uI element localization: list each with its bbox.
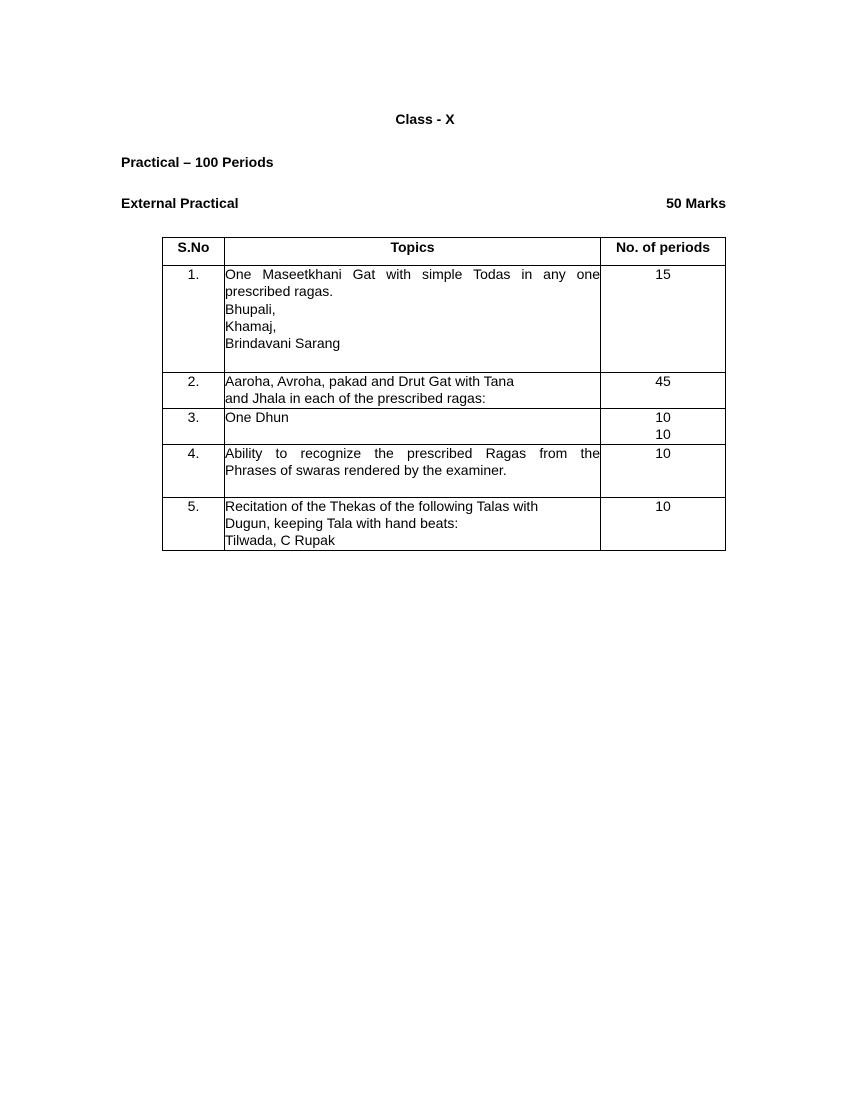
column-header-periods: No. of periods — [601, 238, 726, 266]
page-title: Class - X — [395, 111, 455, 127]
row-sno: 3. — [163, 409, 225, 445]
row-topic — [225, 373, 601, 409]
row-topic — [225, 409, 601, 445]
syllabus-table — [162, 237, 726, 551]
topic-line: One Maseetkhani Gat with simple Todas in any one — [225, 266, 600, 282]
periods-value: 15 — [655, 266, 671, 282]
column-header-sno: S.No — [163, 238, 225, 266]
row-periods — [601, 266, 726, 373]
periods-value: 45 — [655, 373, 671, 389]
row-topic — [225, 497, 601, 550]
table-row — [163, 444, 726, 497]
row-sno: 1. — [163, 266, 225, 373]
topic-line: Dugun, keeping Tala with hand beats: — [225, 514, 459, 531]
column-header-topics: Topics — [225, 238, 601, 266]
marks-heading: 50 Marks — [666, 195, 726, 211]
row-topic — [225, 444, 601, 497]
table-row — [163, 409, 726, 445]
periods-value: 10 — [655, 409, 671, 425]
topic-line: Tilwada, C Rupak — [225, 532, 335, 549]
topic-line: Khamaj, — [225, 317, 277, 334]
row-sno: 5. — [163, 497, 225, 550]
external-practical-heading: External Practical — [121, 195, 239, 211]
row-periods — [601, 444, 726, 497]
periods-value: 10 — [655, 426, 671, 443]
row-periods — [601, 373, 726, 409]
row-periods — [601, 497, 726, 550]
topic-line: Aaroha, Avroha, pakad and Drut Gat with Tana — [225, 373, 515, 389]
table-row — [163, 373, 726, 409]
practical-periods-heading: Practical – 100 Periods — [121, 154, 274, 170]
table-row — [163, 497, 726, 550]
topic-line: Brindavani Sarang — [225, 335, 341, 352]
table-row — [163, 266, 726, 373]
table-header-row — [163, 238, 726, 266]
topic-line: Ability to recognize the prescribed Ragas from the — [225, 444, 600, 461]
topic-line: prescribed ragas. — [225, 283, 334, 300]
row-periods — [601, 409, 726, 445]
periods-value: 10 — [655, 497, 671, 514]
topic-line: and Jhala in each of the prescribed ragas: — [225, 390, 486, 407]
row-topic — [225, 266, 601, 373]
topic-line: Phrases of swaras rendered by the examiner. — [225, 461, 507, 478]
periods-value: 10 — [655, 444, 671, 461]
topic-line: One Dhun — [225, 409, 289, 425]
row-sno: 4. — [163, 444, 225, 497]
topic-line: Bhupali, — [225, 300, 276, 317]
row-sno: 2. — [163, 373, 225, 409]
topic-line: Recitation of the Thekas of the following Talas with — [225, 497, 539, 514]
